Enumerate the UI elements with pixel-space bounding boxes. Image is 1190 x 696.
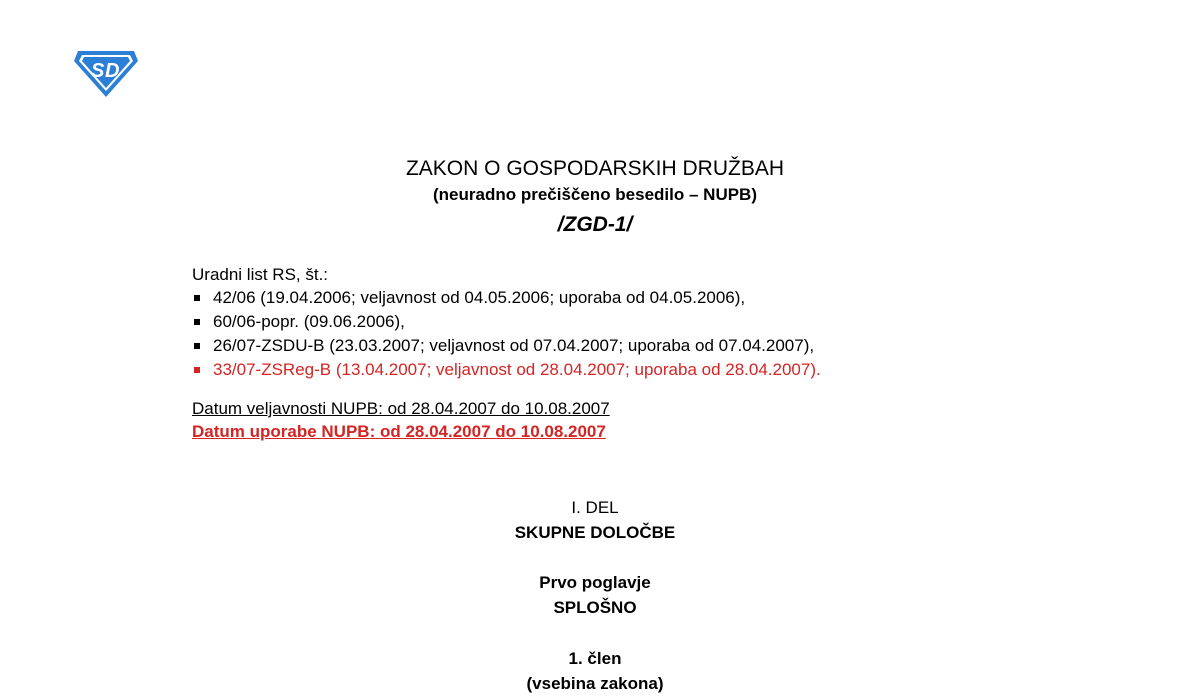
article-heading [0, 646, 1190, 696]
square-bullet-icon [194, 367, 200, 373]
gazette-item [192, 334, 821, 358]
svg-text:S: S [91, 60, 105, 82]
gazette-item [192, 286, 821, 310]
gazette-item-highlighted [192, 358, 821, 382]
chapter-heading [0, 570, 1190, 620]
article-title: (vsebina zakona) [526, 674, 664, 693]
square-bullet-icon [194, 319, 200, 325]
gazette-item-text: 42/06 (19.04.2006; veljavnost od 04.05.2006; uporaba od 04.05.2006), [213, 288, 746, 307]
gazette-item-text: 33/07-ZSReg-B (13.04.2007; veljavnost od 28.04.2007; uporaba od 28.04.2007). [213, 360, 821, 379]
official-gazette-label: Uradni list RS, št.: [192, 265, 329, 284]
chapter-number: Prvo poglavje [539, 573, 651, 592]
svg-text:D: D [105, 60, 120, 82]
part-number: I. DEL [571, 498, 619, 517]
square-bullet-icon [194, 343, 200, 349]
official-gazette-list [192, 286, 821, 382]
gazette-item-text: 60/06-popr. (09.06.2006), [213, 312, 405, 331]
sd-diamond-logo-icon [72, 47, 140, 99]
gazette-item [192, 310, 821, 334]
validity-date-line: Datum veljavnosti NUPB: od 28.04.2007 do 10.08.2007 [192, 399, 610, 418]
part-heading [0, 495, 1190, 545]
square-bullet-icon [194, 295, 200, 301]
official-gazette-section [192, 264, 821, 382]
validity-section [192, 397, 610, 443]
part-title: SKUPNE DOLOČBE [514, 523, 676, 542]
usage-date-line: Datum uporabe NUPB: od 28.04.2007 do 10.08.2007 [192, 422, 606, 441]
document-title: ZAKON O GOSPODARSKIH DRUŽBAH [405, 157, 785, 180]
document-abbreviation: /ZGD-1/ [557, 213, 633, 236]
chapter-title: SPLOŠNO [553, 598, 637, 617]
gazette-item-text: 26/07-ZSDU-B (23.03.2007; veljavnost od 07.04.2007; uporaba od 07.04.2007), [213, 336, 815, 355]
document-subtitle: (neuradno prečiščeno besedilo – NUPB) [432, 185, 757, 204]
article-number: 1. člen [568, 649, 622, 668]
